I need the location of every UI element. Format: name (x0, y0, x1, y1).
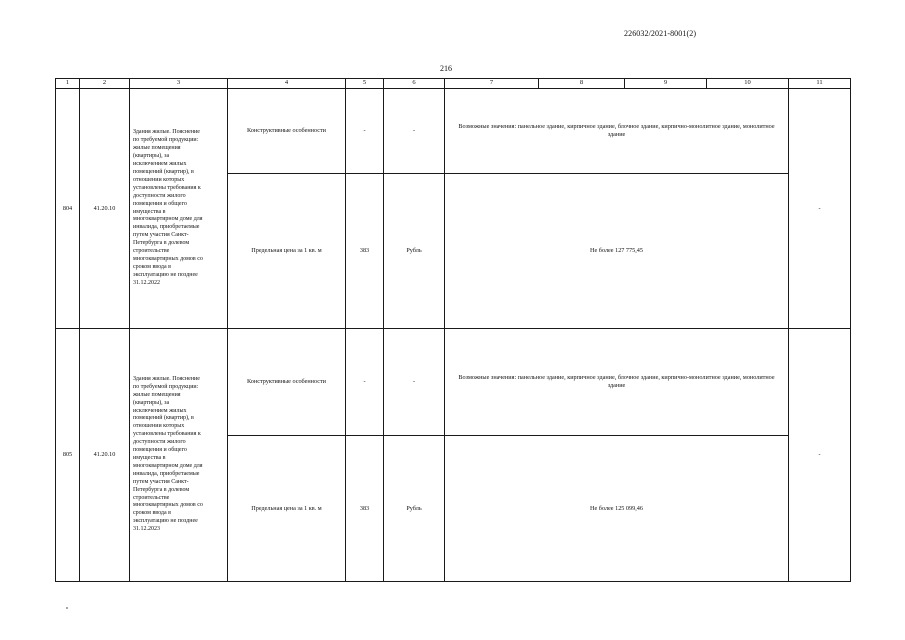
description-line: по требуемой продукции: (133, 137, 199, 144)
table-row (56, 89, 851, 174)
row-number: 805 (56, 329, 80, 582)
description-line: доступности жилого (133, 192, 186, 199)
description-line: отношении которых (133, 423, 185, 430)
characteristic-name: Предельная цена за 1 кв. м (228, 436, 346, 582)
column-header: 10 (707, 79, 789, 89)
product-description (130, 329, 228, 582)
description-line: имущества в (133, 455, 166, 461)
characteristic-value: Возможные значения: панельное здание, кирпичное здание, блочное здание, кирпично-монолитное здание, монолитное здание (445, 89, 789, 174)
description-line: многоквартирном доме для (133, 216, 203, 223)
description-line: сроком ввода в (133, 263, 171, 270)
characteristic-value: Не более 125 099,46 (445, 436, 789, 582)
description-line: путем участия Санкт- (133, 232, 189, 239)
description-line: многоквартирных домов со (133, 255, 203, 262)
description-line: помещений (квартир), в (133, 168, 194, 175)
unit-name: - (384, 89, 445, 174)
unit-code: - (346, 89, 384, 174)
description-line: жилые помещения (133, 391, 181, 398)
description-line: (квартиры), за (133, 153, 170, 160)
row-number: 804 (56, 89, 80, 329)
description-line: эксплуатацию не позднее (133, 271, 198, 278)
characteristic-name: Конструктивные особенности (228, 89, 346, 174)
description-line: путем участия Санкт- (133, 478, 189, 485)
column-header: 1 (56, 79, 80, 89)
column-header: 9 (625, 79, 707, 89)
description-line: Петербурга в долевом (133, 486, 190, 493)
table-row (56, 329, 851, 436)
characteristic-value: Не более 127 775,45 (445, 174, 789, 329)
okpd-code: 41.20.10 (80, 329, 130, 582)
description-line: отношении которых (133, 176, 185, 183)
okpd-code: 41.20.10 (80, 89, 130, 329)
description-line: доступности жилого (133, 439, 186, 446)
characteristic-name: Предельная цена за 1 кв. м (228, 174, 346, 329)
description-line: Здания жилые. Пояснение (133, 375, 200, 382)
table-header-row (56, 79, 851, 89)
column-header: 8 (539, 79, 625, 89)
description-line: помещения и общего (133, 200, 187, 207)
description-line: исключением жилых (133, 407, 187, 414)
column-header: 6 (384, 79, 445, 89)
description-line: установлены требования к (133, 431, 201, 438)
description-line: сроком ввода в (133, 510, 171, 517)
unit-name: Рубль (384, 436, 445, 582)
description-line: помещения и общего (133, 447, 187, 454)
characteristic-value: Возможные значения: панельное здание, кирпичное здание, блочное здание, кирпично-монолитное здание, монолитное здание (445, 329, 789, 436)
unit-name: - (384, 329, 445, 436)
characteristic-name: Конструктивные особенности (228, 329, 346, 436)
description-line: инвалида, приобретаемые (133, 224, 200, 231)
description-line: исключением жилых (133, 161, 187, 168)
description-line: эксплуатацию не позднее (133, 518, 198, 525)
unit-code: 383 (346, 436, 384, 582)
column-11-value: - (789, 89, 851, 329)
document-number: 226032/2021-8001(2) (624, 29, 697, 38)
description-line: по требуемой продукции: (133, 383, 199, 390)
description-line: (квартиры), за (133, 399, 170, 406)
description-line: установлены требования к (133, 184, 201, 191)
description-line: многоквартирных домов со (133, 502, 203, 509)
description-line: 31.12.2023 (133, 526, 160, 533)
description-line: инвалида, приобретаемые (133, 470, 200, 477)
description-line: Петербурга в долевом (133, 240, 190, 247)
description-line: имущества в (133, 208, 166, 215)
column-header: 4 (228, 79, 346, 89)
description-line: помещений (квартир), в (133, 415, 194, 422)
column-header: 2 (80, 79, 130, 89)
description-line: Здания жилые. Пояснение (133, 129, 200, 136)
column-header: 5 (346, 79, 384, 89)
column-header: 11 (789, 79, 851, 89)
description-lines (133, 129, 225, 287)
scan-speck (66, 607, 68, 609)
column-header: 3 (130, 79, 228, 89)
column-header: 7 (445, 79, 539, 89)
description-line: жилые помещения (133, 145, 181, 152)
products-table (55, 78, 851, 582)
unit-name: Рубль (384, 174, 445, 329)
unit-code: - (346, 329, 384, 436)
unit-code: 383 (346, 174, 384, 329)
description-line: 31.12.2022 (133, 279, 160, 286)
column-11-value: - (789, 329, 851, 582)
description-line: многоквартирном доме для (133, 462, 203, 469)
description-line: строительстве (133, 248, 170, 255)
page-number: 216 (440, 64, 452, 73)
description-lines (133, 376, 225, 534)
description-line: строительстве (133, 494, 170, 501)
product-description (130, 89, 228, 329)
